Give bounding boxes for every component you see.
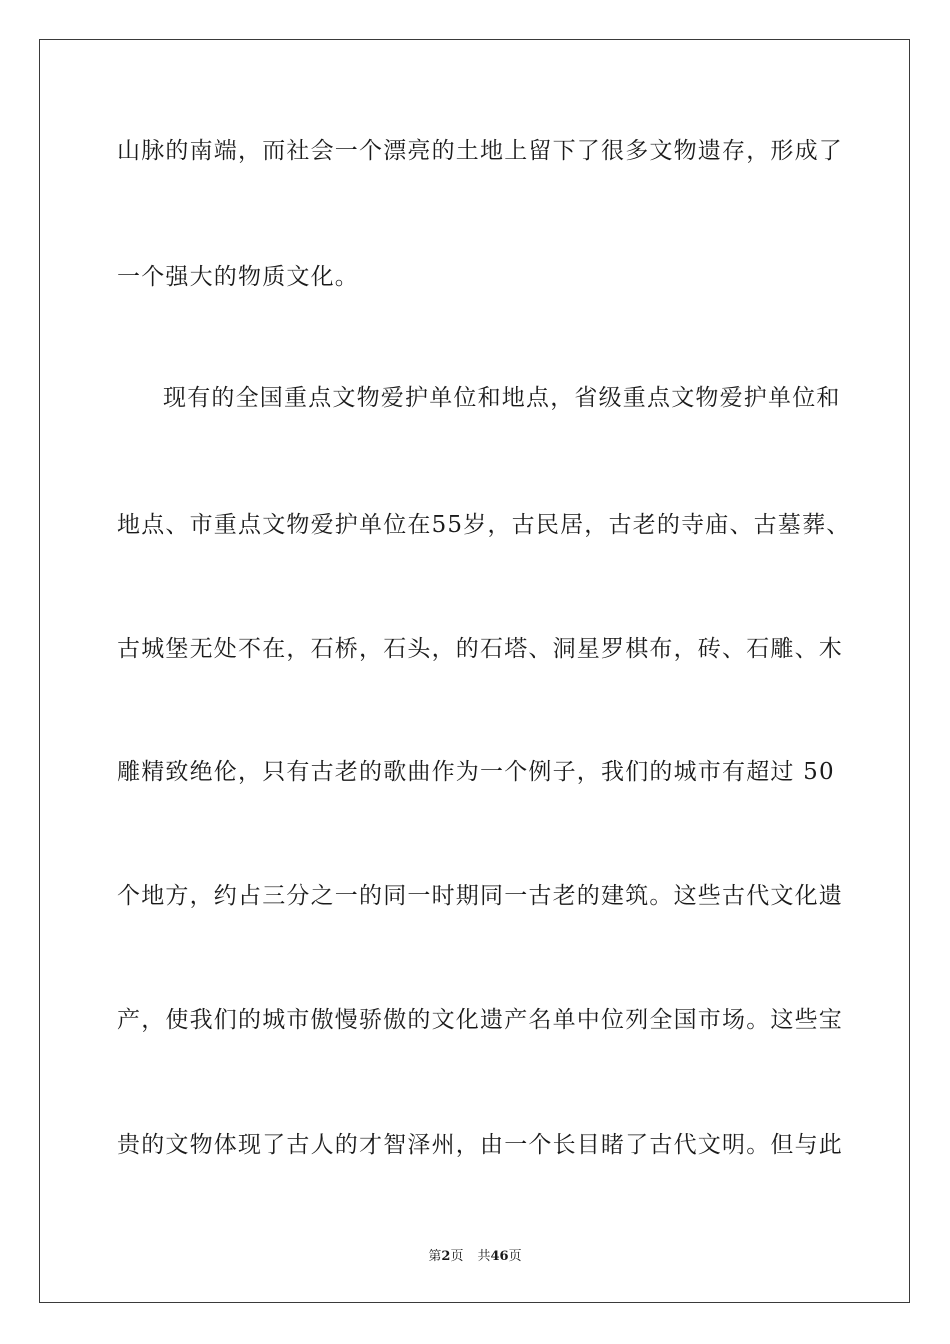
text-line: 一个强大的物质文化。 bbox=[117, 264, 359, 290]
page-number: 2 bbox=[441, 1249, 451, 1264]
text-line: 产，使我们的城市傲慢骄傲的文化遗产名单中位列全国市场。这些宝 bbox=[117, 1007, 843, 1033]
total-prefix: 共 bbox=[477, 1249, 491, 1264]
text-line: 雕精致绝伦，只有古老的歌曲作为一个例子，我们的城市有超过 50 bbox=[117, 759, 835, 785]
text-line: 个地方，约占三分之一的同一时期同一古老的建筑。这些古代文化遗 bbox=[117, 883, 843, 909]
text-line: 山脉的南端，而社会一个漂亮的土地上留下了很多文物遗存，形成了 bbox=[117, 138, 843, 164]
text-line: 地点、市重点文物爱护单位在55岁，古民居，古老的寺庙、古墓葬、 bbox=[117, 512, 851, 538]
text-line: 贵的文物体现了古人的才智泽州，由一个长目睹了古代文明。但与此 bbox=[117, 1132, 843, 1158]
page-suffix: 页 bbox=[450, 1249, 464, 1264]
total-pages: 46 bbox=[490, 1249, 509, 1264]
paragraph-first-line: 现有的全国重点文物爱护单位和地点，省级重点文物爱护单位和 bbox=[163, 385, 841, 411]
total-suffix: 页 bbox=[508, 1249, 522, 1264]
page-prefix: 第 bbox=[428, 1249, 442, 1264]
page-border bbox=[39, 39, 910, 1303]
page-footer bbox=[0, 1248, 950, 1266]
text-line: 古城堡无处不在，石桥，石头，的石塔、洞星罗棋布，砖、石雕、木 bbox=[117, 636, 843, 662]
